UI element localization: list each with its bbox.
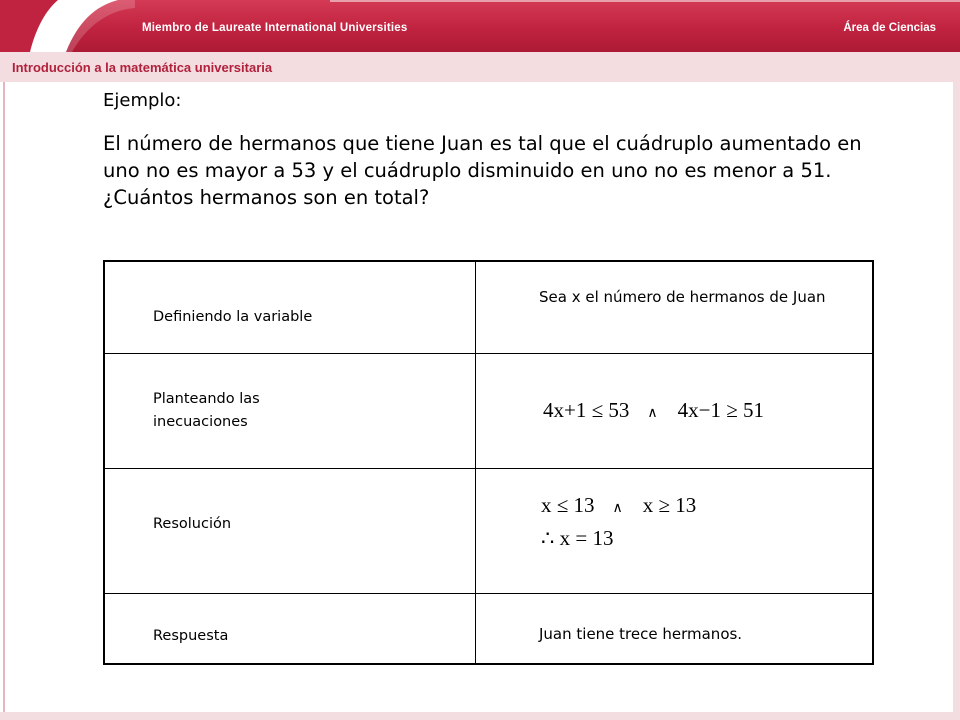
right-border-strip — [953, 82, 960, 720]
result-1: x ≤ 13 — [541, 492, 595, 517]
member-text: Miembro de Laureate International Universities — [142, 22, 408, 34]
problem-statement: El número de hermanos que tiene Juan es tal que el cuádruplo aumentado en uno no es mayor a 53 y el cuádruplo disminuido en uno no es menor a 51. ¿Cuántos hermanos son en total? — [103, 132, 862, 209]
header-bar — [0, 0, 960, 52]
table-row — [104, 468, 873, 593]
row-label — [104, 468, 476, 593]
inequality-2: 4x−1 ≥ 51 — [677, 398, 764, 422]
table-row — [104, 353, 873, 468]
row-label — [104, 261, 476, 353]
bottom-border-strip — [0, 712, 960, 720]
table-row — [104, 593, 873, 664]
label-inequalities: Planteando las inecuaciones — [153, 390, 260, 430]
row-value — [476, 261, 874, 353]
row-value — [476, 353, 874, 468]
answer-text: Juan tiene trece hermanos. — [539, 625, 743, 644]
solution-table — [103, 260, 874, 665]
course-title: Introducción a la matemática universitaria — [12, 60, 273, 75]
example-heading: Ejemplo: — [103, 90, 182, 111]
label-resolution: Resolución — [153, 516, 232, 532]
row-label — [104, 353, 476, 468]
and-symbol: ∧ — [612, 499, 623, 516]
area-text: Área de Ciencias — [843, 22, 936, 34]
header-topline — [330, 0, 960, 2]
row-value — [476, 468, 874, 593]
row-value — [476, 593, 874, 664]
label-answer: Respuesta — [153, 627, 229, 644]
result-2: x ≥ 13 — [642, 492, 697, 517]
university-logo — [0, 0, 135, 52]
variable-definition: Sea x el número de hermanos de Juan — [539, 288, 826, 307]
and-symbol: ∧ — [647, 405, 658, 421]
inequality-1: 4x+1 ≤ 53 — [543, 398, 630, 422]
row-label — [104, 593, 476, 664]
table-row — [104, 261, 873, 353]
label-define-variable: Definiendo la variable — [153, 308, 313, 325]
conclusion: ∴ x = 13 — [541, 525, 614, 550]
